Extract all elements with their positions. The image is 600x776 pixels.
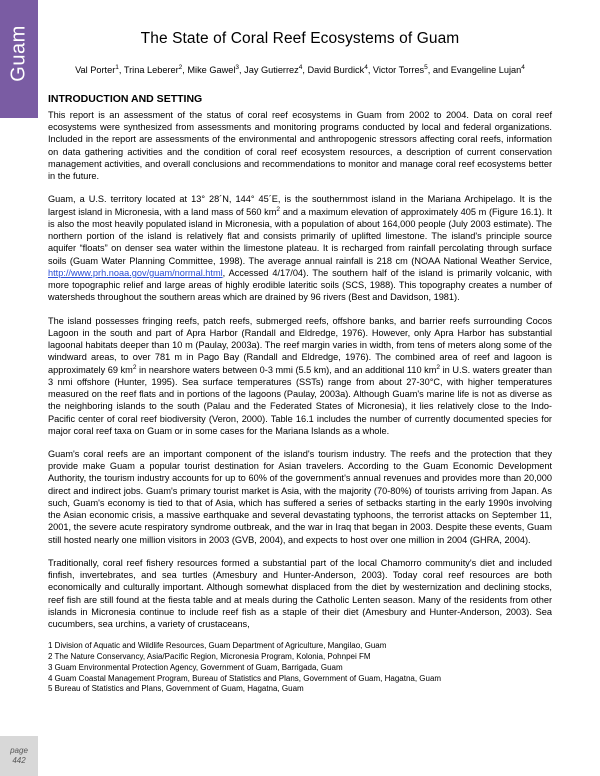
paragraph-4: Guam's coral reefs are an important component of the island's tourism industry. The reefs and the protection that they provide make Guam a popular tourist destination for Asian travelers. According to the Guam Economic Development Authority, the tourism industry accounts for up to 60% of the government's annual revenues and provides more than 20,000 direct and indirect jobs. Guam's primary tourist market is Asia, with the majority (70-80%) of tourists arriving from Japan. As such, Guam's economy is tied to that of Asia, which has suffered a series of setbacks starting in the early 1990s involving the Asian economic crisis, a massive earthquake and several devastating typhoons, the terrorist attacks on September 11, 2001, the severe acute respiratory syndrome outbreak, and the war in Iraq that began in 2003. Despite these events, Guam still hosted nearly one million visitors in 2003 (GVB, 2004), and expects to host over one million in 2004 (GHRA, 2004). <box>48 449 552 545</box>
page-number-label: page <box>10 746 28 755</box>
paragraph-5: Traditionally, coral reef fishery resources formed a substantial part of the local Chamorro community's diet and included finfish, invertebrates, and sea turtles (Amesbury and Hunter-Anderson, 2003). Today coral reef resources are both economically and culturally important. Although somewhat displaced from the diet by westernization and declining stocks, reef fish are still found at the fiesta table and at meals during the Catholic Lenten season. Many of the residents from other islands in Micronesia continue to include reef fish as a staple of their diet (Amesbury and Hunter-Anderson, 2003). Sea cucumbers, sea urchins, a variety of crustaceans, <box>48 557 552 630</box>
footnote-2: 2 The Nature Conservancy, Asia/Pacific Region, Micronesia Program, Kolonia, Pohnpei FM <box>48 652 371 662</box>
footnote-1: 1 Division of Aquatic and Wildlife Resources, Guam Department of Agriculture, Mangilao, Guam <box>48 641 387 651</box>
footnote-3: 3 Guam Environmental Protection Agency, Government of Guam, Barrigada, Guam <box>48 662 343 672</box>
paragraph-2: Guam, a U.S. territory located at 13° 28´N, 144° 45´E, is the southernmost island in the Mariana Archipelago. It is the largest island in Micronesia, with a land mass of 560 $km^2$ and a maximum elevation of approximately 405 m (Figure 16.1). It is also the most heavily populated island in Micronesia, with a population of about 164,000 people (July 2003 estimate). The northern portion of the island is relatively flat and consists primarily of uplifted limestone. The island's principle source aquifer “floats” on denser sea water within the limestone plateau. It is recharged from rainfall percolating through surface soils (Guam Water Planning Committee, 1998). The average annual rainfall is 218 cm (NOAA National Weather Service, http://www.prh.noaa.gov/guam/normal.html, Accessed 4/17/04). The southern half of the island is primarily volcanic, with more topographic relief and large areas of highly erodible lateritic soils (SCS, 1988). This topography creates a number of watersheds throughout the southern areas which are drained by 96 rivers (Best and Davidson, 1981). <box>48 194 552 303</box>
paragraph-3: The island possesses fringing reefs, patch reefs, submerged reefs, offshore banks, and barrier reefs surrounding Cocos Lagoon in the south and part of Apra Harbor (Randall and Eldredge, 1976). However, only Apra Harbor has substantial lagoonal habitats deeper than 10 m (Paulay, 2003a). The reef margin varies in width, from tens of meters along some of the windward areas, to over 781 m in Pago Bay (Randall and Eldredge, 1976). The combined area of reef and lagoon is approximately 69 $km^2$ in nearshore waters between 0-3 mmi (5.5 km), and an additional 110 $km^2$ in U.S. waters greater than 3 nmi offshore (Hunter, 1995). Sea surface temperatures (SSTs) range from about 27-30°C, with higher temperatures measured on the reef flats and in portions of the lagoons (Paulay, 2003a). Although Guam's marine life is not as diverse as the neighboring islands to the south (Palau and the Federated States of Micronesia), it lies relatively close to the Indo-Pacific center of coral reef biodiversity (Veron, 2000). Table 16.1 includes the number of currently documented species for major coral reef taxa on Guam or in some cases for the Mariana Islands as a whole. <box>48 315 553 436</box>
footnotes <box>48 641 552 695</box>
section-heading-introduction: INTRODUCTION AND SETTING <box>48 93 203 106</box>
chapter-side-tab <box>0 0 38 118</box>
author-list <box>48 64 552 77</box>
page-number-value: 442 <box>12 756 26 765</box>
page-title: The State of Coral Reef Ecosystems of Guam <box>140 30 460 47</box>
noaa-normals-link[interactable]: http://www.prh.noaa.gov/guam/normal.html <box>48 267 223 278</box>
footnote-4: 4 Guam Coastal Management Program, Bureau of Statistics and Plans, Government of Guam, Hagatna, Guam <box>48 673 442 683</box>
chapter-side-tab-label: Guam <box>7 25 30 82</box>
footnote-5: 5 Bureau of Statistics and Plans, Government of Guam, Hagatna, Guam <box>48 684 304 694</box>
page-number-box <box>0 736 38 776</box>
article-content <box>48 24 552 695</box>
paragraph-1: This report is an assessment of the status of coral reef ecosystems in Guam from 2002 to 2004. Data on coral reef ecosystems were synthesized from assessments and monitoring programs conducted by local and federal organizations. Included in the report are assessments of the environmental and anthropogenic stressors affecting coral reefs, information on data gathering activities and the condition of coral reef ecosystem resources, a description of current conservation management activities, and overall conclusions and recommendations to monitor and manage coral reef ecosystems better in the future. <box>48 110 552 182</box>
author-names: Val Porter$^1$, Trina Leberer$^2$, Mike Gawel$^3$, Jay Gutierrez$^4$, David Burdick$^4$, Victor Torres$^5$, and Evangeline Lujan$^4$ <box>75 64 525 76</box>
